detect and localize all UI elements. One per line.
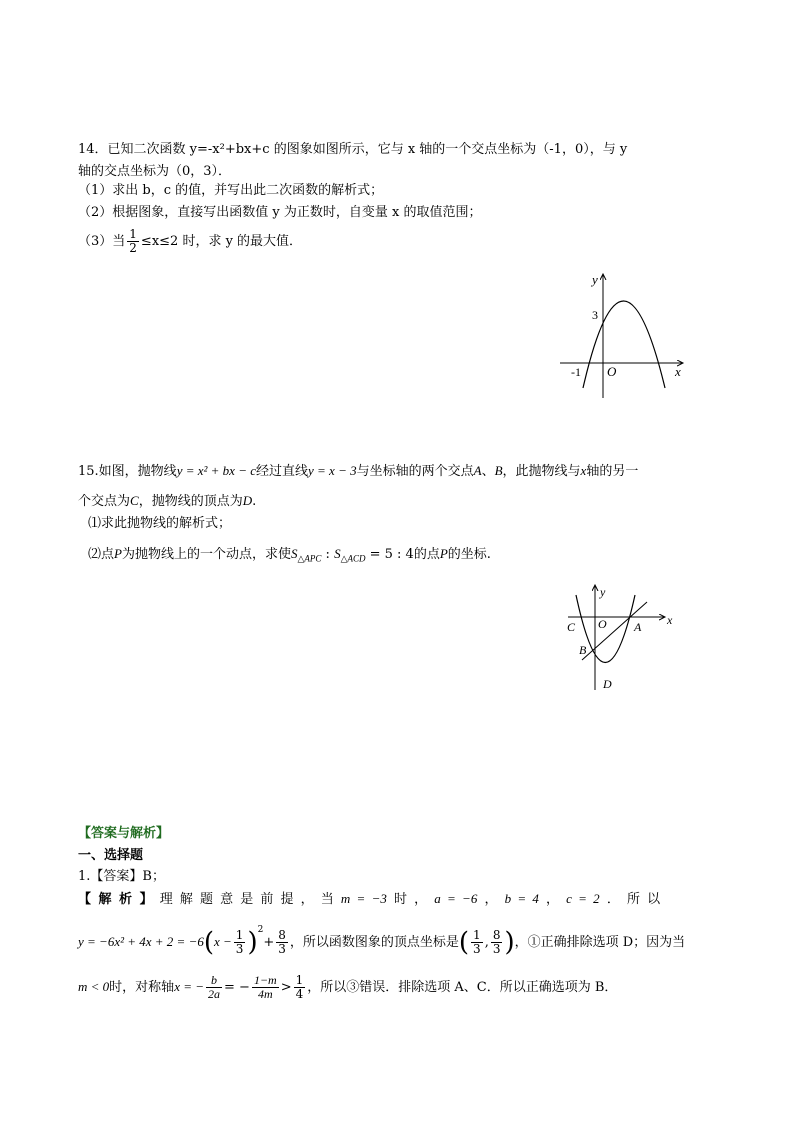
fraction bbox=[206, 974, 222, 1001]
q15-area-s1: S bbox=[290, 546, 298, 561]
fraction bbox=[294, 974, 306, 1001]
q15-graph bbox=[560, 580, 680, 695]
q15-text: ⑵点 bbox=[88, 547, 115, 562]
origin-label: O bbox=[607, 364, 617, 379]
frac-den: 3 bbox=[492, 942, 501, 956]
q15-eq-parabola: y = x² + bx − c bbox=[176, 463, 256, 478]
math-op: + bbox=[263, 935, 275, 950]
answer-1: 1.【答案】B； bbox=[78, 869, 165, 884]
q15-area-sub2: △ACD bbox=[340, 553, 366, 564]
q15-point-p: P bbox=[439, 546, 448, 561]
frac-num: 1 bbox=[295, 973, 304, 987]
q15-text: 的点 bbox=[413, 547, 440, 562]
q15-text: 15.如图，抛物线 bbox=[78, 464, 177, 479]
q15-line2 bbox=[78, 493, 256, 510]
explanation-text: 时 ， bbox=[394, 892, 428, 907]
q14-item3-prefix: （3）当 bbox=[78, 234, 126, 249]
frac-num: 8 bbox=[278, 928, 286, 942]
q15-text: 与坐标轴的两个交点 bbox=[356, 464, 474, 479]
explanation-label: 【 解 析 】 bbox=[78, 892, 153, 907]
q15-item2 bbox=[88, 546, 491, 567]
math-op: > bbox=[280, 980, 292, 995]
q15-item1: ⑴求此抛物线的解析式； bbox=[88, 516, 232, 531]
answer-heading: 【答案与解析】 bbox=[78, 826, 170, 841]
math-expression: x − bbox=[214, 934, 232, 949]
q15-point-a: A bbox=[473, 463, 482, 478]
q15-text: . bbox=[252, 494, 257, 509]
frac-num: 1 bbox=[235, 928, 244, 942]
q15-text: 为抛物线上的一个动点，求使 bbox=[121, 547, 291, 562]
tick-neg1: -1 bbox=[571, 365, 581, 379]
label-o: O bbox=[598, 617, 607, 631]
math-expression: m < 0 bbox=[78, 979, 110, 994]
frac-den: 2a bbox=[208, 987, 221, 1001]
x-axis-label: x bbox=[667, 613, 673, 627]
q14-item3-fraction bbox=[127, 228, 139, 255]
q15-point-d: D bbox=[242, 493, 253, 508]
q15-line1 bbox=[78, 463, 638, 480]
q15-eq-line: y = x − 3 bbox=[308, 463, 357, 478]
math-c: c = 2 bbox=[566, 891, 600, 906]
tick-3: 3 bbox=[592, 308, 598, 322]
explanation-text: ． 所 以 bbox=[606, 892, 661, 907]
paren: ( bbox=[203, 927, 214, 958]
q15-point-c: C bbox=[130, 493, 139, 508]
q14-item3-suffix: ≤x≤2 时，求 y 的最大值． bbox=[140, 234, 303, 249]
q15-text: 、 bbox=[481, 464, 495, 479]
explanation-text: 理 解 题 意 是 前 提 ， 当 bbox=[159, 892, 334, 907]
paren: ) bbox=[247, 927, 258, 958]
explanation-text: 时，对称轴 bbox=[109, 980, 175, 995]
frac-den: 3 bbox=[278, 942, 286, 956]
frac-num: 8 bbox=[492, 928, 501, 942]
frac-num: 1 bbox=[129, 227, 137, 241]
q14-graph bbox=[555, 268, 690, 403]
q14-item1: （1）求出 b，c 的值，并写出此二次函数的解析式； bbox=[78, 183, 384, 198]
q15-text: 个交点为 bbox=[78, 494, 131, 509]
paren: ( bbox=[458, 927, 470, 958]
answer-section: 一、选择题 bbox=[78, 848, 144, 863]
q15-text: ，此抛物线与 bbox=[502, 464, 581, 479]
fraction bbox=[491, 929, 503, 956]
q15-area-sub1: △APC bbox=[297, 553, 322, 564]
math-b: b = 4 bbox=[504, 891, 539, 906]
label-a: A bbox=[634, 620, 642, 634]
math-expression: x = − bbox=[174, 979, 205, 994]
q14-line1: 14．已知二次函数 y=-x²+bx+c 的图象如图所示，它与 x 轴的一个交点坐标为（-1，0），与 y bbox=[78, 142, 628, 157]
q15-ratio: = 5 : 4 bbox=[365, 547, 414, 562]
paren: ) bbox=[504, 927, 515, 958]
frac-num: b bbox=[206, 974, 222, 988]
superscript: 2 bbox=[257, 925, 264, 935]
math-expression: y = −6x² + 4x + 2 = −6 bbox=[78, 934, 204, 949]
q15-text: 的坐标. bbox=[447, 547, 491, 562]
fraction bbox=[234, 929, 246, 956]
frac-den: 2 bbox=[129, 241, 137, 255]
q15-text: 经过直线 bbox=[255, 464, 308, 479]
q15-x: x bbox=[580, 463, 587, 478]
fraction bbox=[276, 929, 288, 956]
math-m: m = −3 bbox=[340, 891, 387, 906]
explanation-line2: y = −6x² + 4x + 2 = −6(x − $\frac{1}{3}$ )$^2$+ $\frac{8}{3}$ ，所以函数图象的顶点坐标是( $\frac{1}{3}$ , $\frac{8}{3}$ )，①正确排除选项 D；因为当 bbox=[78, 925, 686, 958]
math-op: = − bbox=[224, 980, 250, 995]
label-d: D bbox=[603, 677, 612, 691]
frac-num: 1 bbox=[473, 928, 481, 942]
q15-point-p: P bbox=[114, 546, 122, 561]
q15-text: ，抛物线的顶点为 bbox=[138, 494, 243, 509]
label-c: C bbox=[567, 620, 576, 634]
label-b: B bbox=[579, 643, 587, 657]
q14-item3 bbox=[78, 228, 302, 255]
explanation-text: ，所以函数图象的顶点坐标是 bbox=[289, 935, 459, 950]
explanation-line3 bbox=[78, 974, 617, 1001]
explanation-line1: 【 解 析 】 理 解 题 意 是 前 提 ， 当 m = −3 时 ， a = −6 ， b = 4 ， c = 2 ． 所 以 bbox=[78, 891, 661, 907]
q14-item2: （2）根据图象，直接写出函数值 y 为正数时，自变量 x 的取值范围； bbox=[78, 205, 482, 220]
fraction bbox=[252, 974, 279, 1001]
q15-text: : bbox=[321, 547, 335, 562]
q15-text: 轴的另一 bbox=[586, 464, 639, 479]
q15-area-s2: S bbox=[334, 546, 341, 561]
explanation-text: ，所以③错误．排除选项 A、C．所以正确选项为 B． bbox=[307, 980, 618, 995]
fraction bbox=[471, 929, 483, 956]
explanation-text: ，①正确排除选项 D；因为当 bbox=[514, 935, 686, 950]
math-a: a = −6 bbox=[434, 891, 478, 906]
x-axis-label: x bbox=[675, 364, 681, 379]
y-axis-label: y bbox=[592, 272, 598, 287]
q15-point-b: B bbox=[494, 463, 503, 478]
q14-line2: 轴的交点坐标为（0，3）． bbox=[78, 164, 232, 179]
frac-num: 1−m bbox=[253, 973, 277, 987]
frac-den: 4 bbox=[295, 987, 304, 1001]
frac-den: 3 bbox=[473, 942, 481, 956]
frac-den: 4m bbox=[257, 987, 273, 1001]
frac-den: 3 bbox=[235, 942, 244, 956]
y-axis-label: y bbox=[600, 585, 606, 599]
